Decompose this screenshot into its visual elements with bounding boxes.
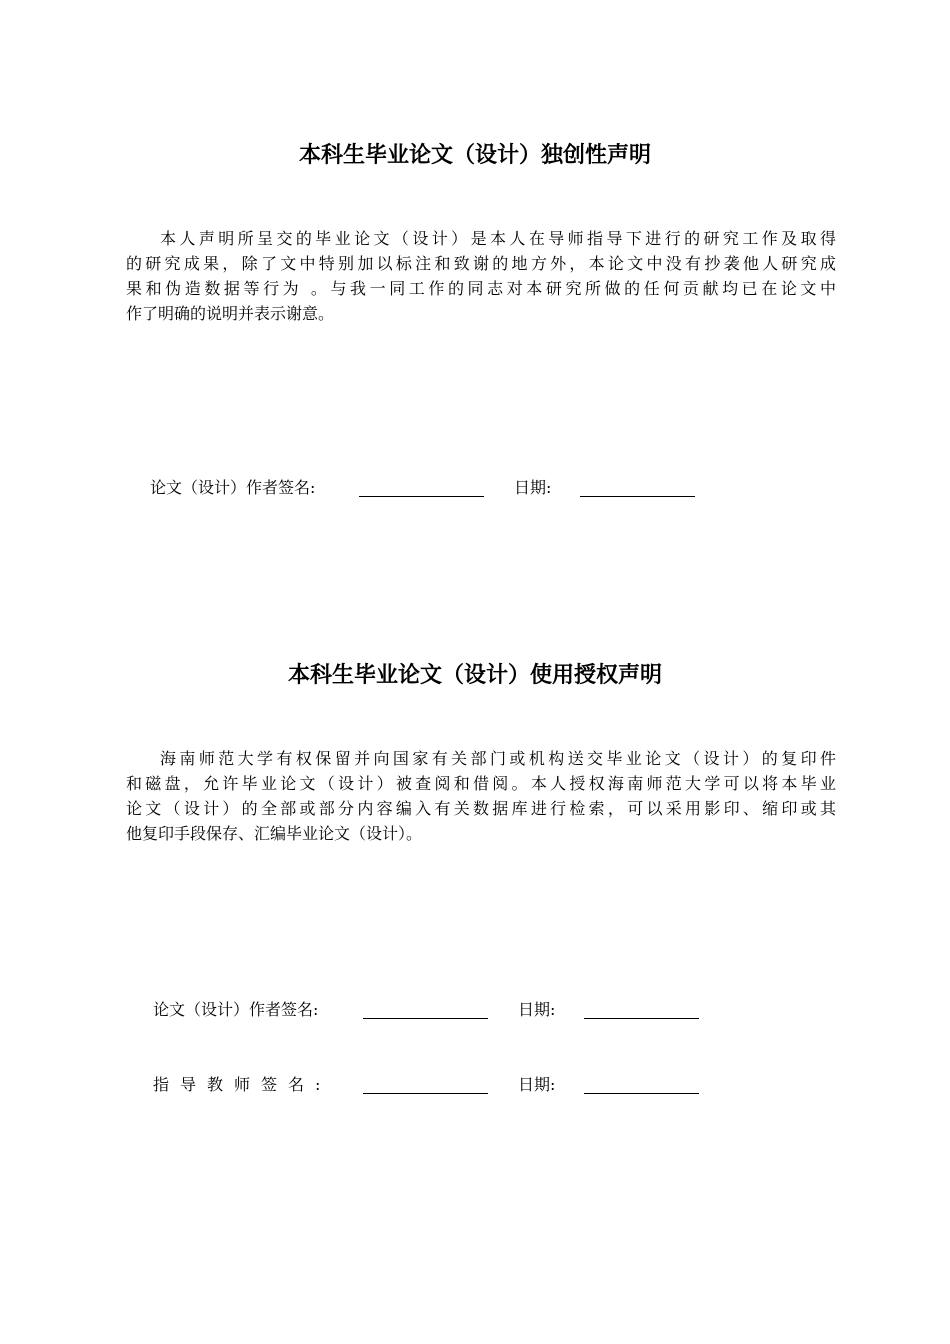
paragraph-line: 和磁盘，允许毕业论文（设计）被查阅和借阅。本人授权海南师范大学可以将本毕业 bbox=[126, 774, 836, 793]
paragraph-line: 论文（设计）的全部或部分内容编入有关数据库进行检索，可以采用影印、缩印或其 bbox=[126, 799, 836, 818]
author-signature-label: 论文（设计）作者签名: bbox=[150, 478, 316, 497]
paragraph-line: 本人声明所呈交的毕业论文（设计）是本人在导师指导下进行的研究工作及取得 bbox=[160, 229, 836, 248]
advisor-signature-row bbox=[153, 1073, 713, 1097]
author-signature-label: 论文（设计）作者签名: bbox=[153, 1000, 319, 1019]
date-field[interactable] bbox=[584, 1018, 699, 1019]
usage-authorization-title: 本科生毕业论文（设计）使用授权声明 bbox=[287, 663, 662, 688]
paragraph-line: 海南师范大学有权保留并向国家有关部门或机构送交毕业论文（设计）的复印件 bbox=[160, 749, 836, 768]
paragraph-line: 他复印手段保存、汇编毕业论文（设计）。 bbox=[126, 824, 423, 843]
originality-declaration-paragraph bbox=[126, 226, 836, 326]
author-signature-field[interactable] bbox=[363, 1018, 488, 1019]
advisor-signature-field[interactable] bbox=[363, 1093, 488, 1094]
advisor-signature-label: 指导教师签名: bbox=[153, 1075, 332, 1094]
usage-authorization-paragraph bbox=[126, 746, 836, 846]
paragraph-line: 的研究成果，除了文中特别加以标注和致谢的地方外，本论文中没有抄袭他人研究成 bbox=[126, 254, 836, 273]
paragraph-line: 作了明确的说明并表示谢意。 bbox=[126, 304, 335, 323]
author-signature-field[interactable] bbox=[359, 496, 484, 497]
advisor-date-field[interactable] bbox=[584, 1093, 699, 1094]
originality-declaration-title: 本科生毕业论文（设计）独创性声明 bbox=[298, 143, 651, 168]
author-signature-row bbox=[150, 476, 710, 500]
date-label: 日期: bbox=[518, 1000, 556, 1019]
author-signature-row-2 bbox=[153, 998, 713, 1022]
paragraph-line: 果和伪造数据等行为 。与我一同工作的同志对本研究所做的任何贡献均已在论文中 bbox=[126, 279, 836, 298]
date-label: 日期: bbox=[514, 478, 552, 497]
advisor-date-label: 日期: bbox=[518, 1075, 556, 1094]
date-field[interactable] bbox=[580, 496, 695, 497]
